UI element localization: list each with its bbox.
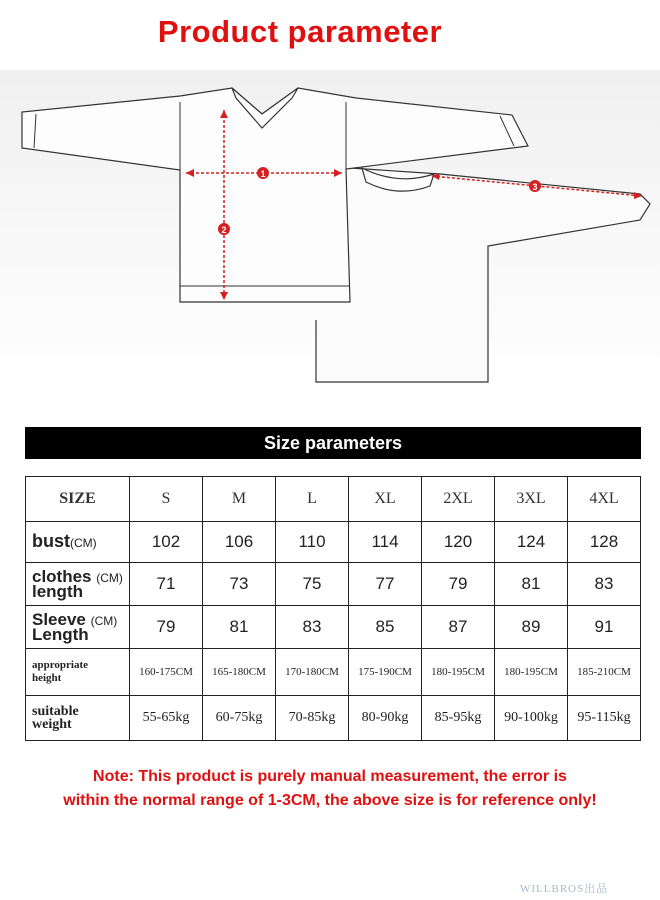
marker-3-label: 3	[532, 182, 538, 192]
bust-m: 106	[203, 522, 276, 563]
height-l: 170-180CM	[276, 649, 349, 696]
height-4xl: 185-210CM	[568, 649, 641, 696]
bust-l: 110	[276, 522, 349, 563]
clothes-length-l: 75	[276, 563, 349, 606]
size-xl: XL	[349, 477, 422, 522]
clothes-length-xl: 77	[349, 563, 422, 606]
height-s: 160-175CM	[130, 649, 203, 696]
size-2xl: 2XL	[422, 477, 495, 522]
sleeve-length-3xl: 89	[495, 606, 568, 649]
clothes-length-2xl: 79	[422, 563, 495, 606]
bust-s: 102	[130, 522, 203, 563]
marker-2-label: 2	[221, 225, 227, 235]
sleeve-length-2xl: 87	[422, 606, 495, 649]
jersey-diagram	[0, 70, 660, 390]
bust-row	[26, 522, 641, 563]
height-xl: 175-190CM	[349, 649, 422, 696]
size-parameters-header: Size parameters	[25, 427, 641, 459]
sleeve-length-l: 83	[276, 606, 349, 649]
bust-4xl: 128	[568, 522, 641, 563]
height-2xl: 180-195CM	[422, 649, 495, 696]
size-table	[25, 476, 641, 741]
size-header-label: SIZE	[26, 477, 130, 522]
note-line-2: within the normal range of 1-3CM, the above size is for reference only!	[63, 792, 597, 809]
suitable-weight-row	[26, 696, 641, 741]
size-s: S	[130, 477, 203, 522]
size-header-row	[26, 477, 641, 522]
sleeve-length-xl: 85	[349, 606, 422, 649]
appropriate-height-label: appropriate height	[26, 649, 130, 696]
sleeve-length-row	[26, 606, 641, 649]
bust-2xl: 120	[422, 522, 495, 563]
sleeve-length-label: Sleeve (CM) Length	[26, 606, 130, 649]
size-m: M	[203, 477, 276, 522]
size-3xl: 3XL	[495, 477, 568, 522]
size-4xl: 4XL	[568, 477, 641, 522]
clothes-length-m: 73	[203, 563, 276, 606]
size-l: L	[276, 477, 349, 522]
weight-m: 60-75kg	[203, 696, 276, 741]
height-m: 165-180CM	[203, 649, 276, 696]
height-3xl: 180-195CM	[495, 649, 568, 696]
suitable-weight-label: suitable weight	[26, 696, 130, 741]
weight-3xl: 90-100kg	[495, 696, 568, 741]
watermark: WILLBROS出品	[520, 883, 609, 895]
sleeve-length-s: 79	[130, 606, 203, 649]
sleeve-length-m: 81	[203, 606, 276, 649]
weight-xl: 80-90kg	[349, 696, 422, 741]
page-title: Product parameter	[157, 14, 443, 49]
clothes-length-label: clothes (CM) length	[26, 563, 130, 606]
sleeve-length-4xl: 91	[568, 606, 641, 649]
bust-xl: 114	[349, 522, 422, 563]
bust-3xl: 124	[495, 522, 568, 563]
clothes-length-3xl: 81	[495, 563, 568, 606]
weight-l: 70-85kg	[276, 696, 349, 741]
marker-1-label: 1	[260, 169, 266, 179]
clothes-length-s: 71	[130, 563, 203, 606]
appropriate-height-row	[26, 649, 641, 696]
note-line-1: Note: This product is purely manual measurement, the error is	[93, 768, 567, 785]
clothes-length-4xl: 83	[568, 563, 641, 606]
weight-4xl: 95-115kg	[568, 696, 641, 741]
weight-2xl: 85-95kg	[422, 696, 495, 741]
clothes-length-row	[26, 563, 641, 606]
weight-s: 55-65kg	[130, 696, 203, 741]
bust-label: bust(CM)	[26, 522, 130, 563]
